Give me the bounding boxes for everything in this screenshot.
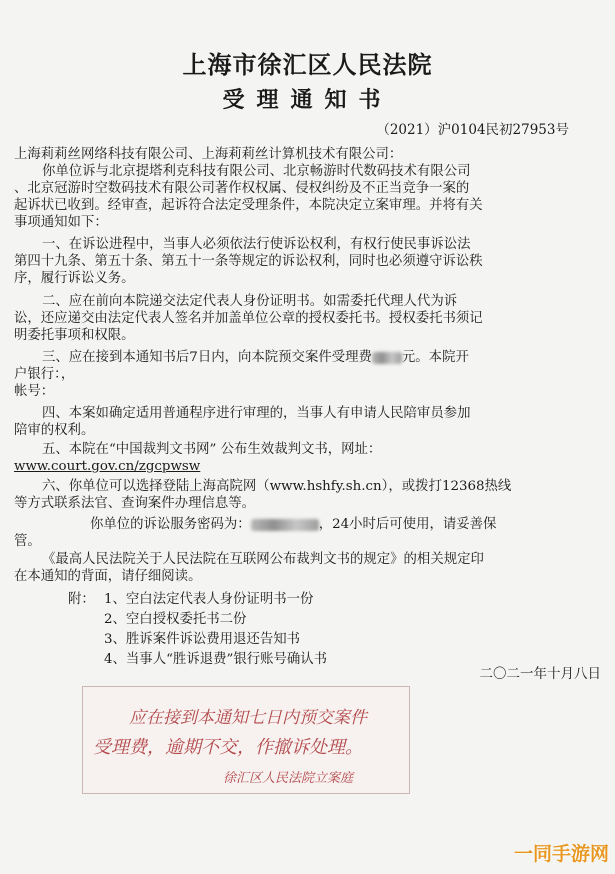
item-6-line: 等方式联系法官、查询案件办理信息等。 — [14, 496, 256, 511]
body-line: 、北京冠游时空数码技术有限公司著作权权属、侵权纠纷及不正当竞争一案的 — [14, 181, 470, 196]
password-label: 你单位的诉讼服务密码为： — [90, 517, 251, 532]
bank-line: 户银行：， — [14, 367, 75, 382]
item-3-text: 三、应在接到本通知书后7日内，向本院预交案件受理费 — [42, 350, 372, 365]
item-4-line: 四、本案如确定适用普通程序进行审理的，当事人有申请人民陪审员参加 — [42, 406, 471, 421]
password-line-end: 管。 — [14, 534, 41, 549]
regulation-line: 在本通知的背面，请仔细阅读。 — [14, 569, 202, 584]
case-number: （2021）沪0104民初27953号 — [376, 122, 569, 138]
item-3-line — [42, 349, 469, 366]
item-5-line: 五、本院在“中国裁判文书网” 公布生效裁判文书，网址： — [42, 442, 382, 457]
filing-stamp — [82, 686, 410, 794]
stamp-signature: 徐汇区人民法院立案庭 — [223, 771, 354, 786]
item-2-line: 二、应在前向本院递交法定代表人身份证明书。如需委托代理人代为诉 — [42, 294, 458, 309]
item-1-line: 一、在诉讼进程中，当事人必须依法行使诉讼权利，有权行使民事诉讼法 — [42, 237, 471, 252]
body-line: 事项通知如下： — [14, 215, 108, 230]
regulation-line: 《最高人民法院关于人民法院在互联网公布裁判文书的规定》的相关规定印 — [42, 552, 484, 567]
redacted-fee — [372, 352, 402, 364]
body-line: 起诉状已收到。经审查，起诉符合法定受理条件，本院决定立案审理。并将有关 — [14, 198, 483, 213]
attachments-label: 附： — [68, 592, 95, 607]
item-2-line: 讼，还应递交由法定代表人签名并加盖单位公章的授权委托书。授权委托书须记 — [14, 311, 483, 326]
item-3-text-end: 元。本院开 — [401, 350, 469, 365]
attachment-item: 1、空白法定代表人身份证明书一份 — [104, 592, 314, 607]
recipient-line: 上海莉莉丝网络科技有限公司、上海莉莉丝计算机技术有限公司： — [14, 147, 403, 162]
item-6-line: 六、你单位可以选择登陆上海高院网（www.hshfy.sh.cn），或拨打12368热线 — [42, 479, 512, 494]
password-line — [90, 516, 496, 533]
account-line: 帐号： — [14, 384, 55, 399]
stamp-line: 受理费，逾期不交，作撤诉处理。 — [93, 737, 363, 758]
court-name: 上海市徐汇区人民法院 — [182, 50, 433, 79]
item-2-line: 明委托事项和权限。 — [14, 328, 135, 343]
attachment-item: 3、胜诉案件诉讼费用退还告知书 — [104, 632, 300, 647]
attachment-item: 2、空白授权委托书二份 — [104, 612, 247, 627]
judgment-site-url: www.court.gov.cn/zgcpwsw — [14, 459, 201, 474]
item-1-line: 第四十九条、第五十条、第五十一条等规定的诉讼权利，同时也必须遵守诉讼秩 — [14, 254, 483, 269]
document-title: 受理通知书 — [222, 87, 393, 113]
item-4-line: 陪审的权利。 — [14, 423, 95, 438]
password-text-end: ，24小时后可使用，请妥善保 — [318, 517, 497, 532]
attachment-item: 4、当事人“胜诉退费”银行账号确认书 — [104, 652, 328, 667]
stamp-line: 应在接到本通知七日内预交案件 — [129, 708, 367, 728]
issue-date: 二〇二一年十月八日 — [479, 666, 601, 682]
body-line: 你单位诉与北京提塔利克科技有限公司、北京畅游时代数码技术有限公司 — [42, 164, 471, 179]
redacted-password — [251, 519, 319, 531]
watermark-logo: 一同手游网 — [513, 843, 609, 865]
item-1-line: 序，履行诉讼义务。 — [14, 271, 135, 286]
